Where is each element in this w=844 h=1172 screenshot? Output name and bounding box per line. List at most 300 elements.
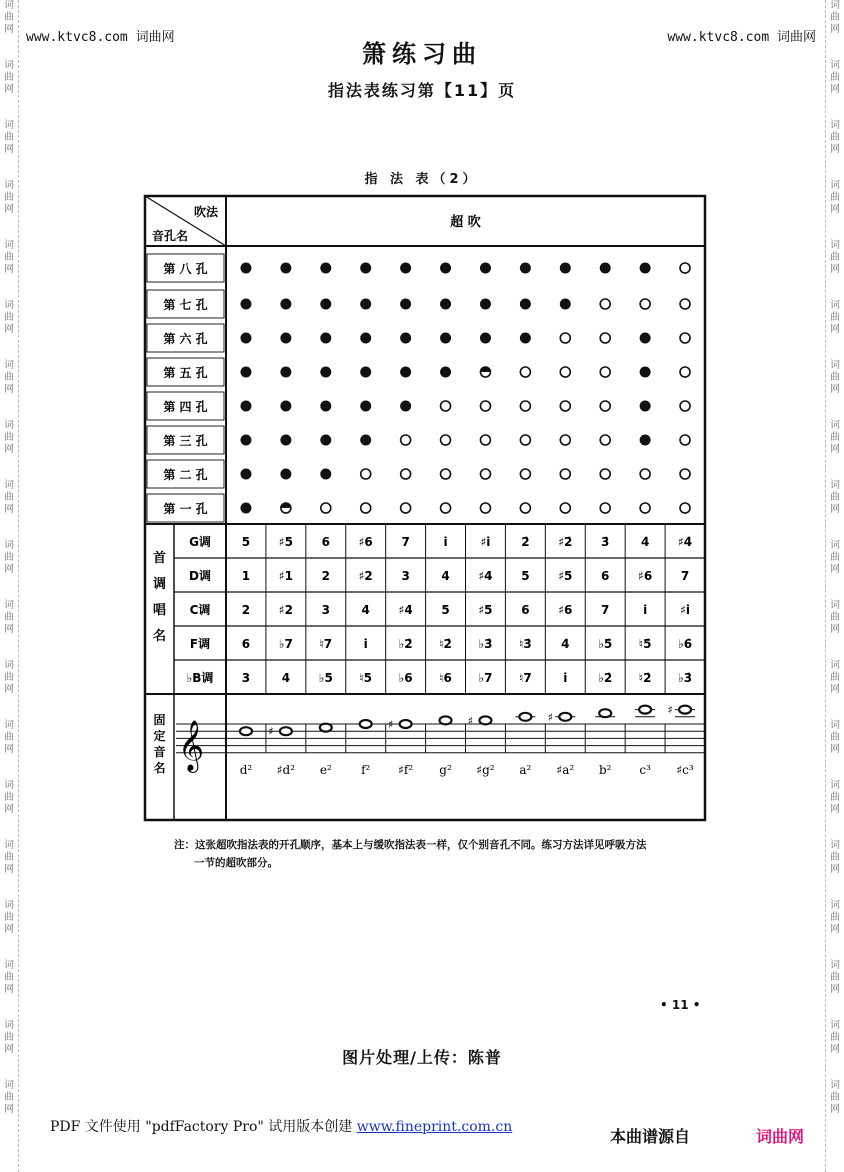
- whole-note: [519, 713, 531, 721]
- watermark-char: 曲: [830, 1092, 840, 1103]
- key-label: G调: [189, 535, 211, 549]
- open-hole-circle: [520, 367, 530, 377]
- open-hole-circle: [560, 401, 570, 411]
- hole-label: 第 四 孔: [163, 400, 208, 414]
- watermark-char: 曲: [4, 132, 14, 143]
- watermark-char: 词: [830, 960, 840, 971]
- upload-credit: 图片处理/上传：陈普: [342, 1048, 502, 1067]
- watermark-char: 曲: [4, 972, 14, 983]
- open-hole-circle: [520, 435, 530, 445]
- solfege-cell: i: [563, 671, 568, 685]
- corner-bottom-label: 音孔名: [152, 229, 189, 243]
- watermark-char: 曲: [830, 1032, 840, 1043]
- closed-hole-dot: [280, 263, 291, 274]
- open-hole-circle: [480, 435, 490, 445]
- closed-hole-dot: [320, 469, 331, 480]
- solfege-cell: ♭5: [318, 671, 333, 685]
- solfege-cell: ♮5̇: [638, 637, 652, 651]
- watermark-char: 词: [4, 540, 14, 551]
- hole-label: 第 八 孔: [163, 262, 208, 276]
- watermark-char: 曲: [4, 312, 14, 323]
- watermark-char: 曲: [830, 792, 840, 803]
- watermark-char: 词: [4, 720, 14, 731]
- open-hole-circle: [600, 401, 610, 411]
- open-hole-circle: [401, 469, 411, 479]
- watermark-char: 网: [4, 564, 14, 575]
- whole-note: [280, 727, 292, 735]
- watermark-char: 网: [4, 264, 14, 275]
- open-hole-circle: [480, 469, 490, 479]
- open-hole-circle: [680, 469, 690, 479]
- solfege-cell: 4̇: [561, 637, 570, 651]
- solfege-cell: ♯6: [358, 535, 373, 549]
- closed-hole-dot: [560, 299, 571, 310]
- closed-hole-dot: [280, 333, 291, 344]
- watermark-char: 曲: [4, 1032, 14, 1043]
- watermark-char: 曲: [830, 192, 840, 203]
- solfege-cell: 4: [361, 603, 370, 617]
- solfege-cell: 6: [521, 603, 530, 617]
- whole-note: [360, 720, 372, 728]
- hole-label: 第 二 孔: [163, 468, 208, 482]
- closed-hole-dot: [520, 263, 531, 274]
- watermark-char: 曲: [830, 132, 840, 143]
- watermark-char: 网: [830, 444, 840, 455]
- solfege-cell: i: [443, 535, 448, 549]
- solfege-cell: i: [363, 637, 368, 651]
- closed-hole-dot: [520, 333, 531, 344]
- solfege-cell: ♭2̇: [598, 671, 613, 685]
- watermark-char: 网: [830, 1104, 840, 1115]
- watermark-char: 曲: [830, 612, 840, 623]
- watermark-char: 网: [4, 204, 14, 215]
- sharp-accidental: ♯: [547, 710, 553, 724]
- open-hole-circle: [441, 435, 451, 445]
- closed-hole-dot: [360, 435, 371, 446]
- watermark-char: 曲: [830, 912, 840, 923]
- watermark-char: 曲: [830, 312, 840, 323]
- closed-hole-dot: [280, 299, 291, 310]
- closed-hole-dot: [640, 435, 651, 446]
- closed-hole-dot: [240, 333, 251, 344]
- closed-hole-dot: [280, 435, 291, 446]
- open-hole-circle: [441, 469, 451, 479]
- watermark-char: 词: [4, 1020, 14, 1031]
- key-label: F调: [189, 637, 211, 651]
- watermark-char: 曲: [4, 672, 14, 683]
- watermark-char: 网: [4, 864, 14, 875]
- watermark-char: 词: [830, 660, 840, 671]
- closed-hole-dot: [400, 401, 411, 412]
- closed-hole-dot: [280, 401, 291, 412]
- watermark-char: 曲: [4, 432, 14, 443]
- solfege-group-label-char: 调: [152, 577, 167, 592]
- solfege-cell: 3̇: [601, 535, 610, 549]
- watermark-char: 词: [4, 420, 14, 431]
- closed-hole-dot: [640, 333, 651, 344]
- watermark-char: 网: [830, 804, 840, 815]
- whole-note: [440, 716, 452, 724]
- open-hole-circle: [600, 469, 610, 479]
- watermark-char: 词: [830, 600, 840, 611]
- solfege-cell: ♮3̇: [519, 637, 532, 651]
- watermark-char: 词: [830, 120, 840, 131]
- fixed-label-char: 固: [153, 713, 166, 727]
- watermark-char: 曲: [830, 432, 840, 443]
- page-title: 箫练习曲: [362, 39, 482, 68]
- pitch-name: g²: [439, 763, 452, 777]
- watermark-char: 词: [4, 840, 14, 851]
- hole-label: 第 一 孔: [163, 502, 208, 516]
- watermark-char: 曲: [4, 192, 14, 203]
- closed-hole-dot: [360, 333, 371, 344]
- watermark-char: 词: [4, 780, 14, 791]
- footnote-line-1: 注：这张超吹指法表的开孔顺序，基本上与缓吹指法表一样，仅个别音孔不同。练习方法详见呼吸方法: [174, 839, 647, 851]
- solfege-cell: ♯2: [358, 569, 373, 583]
- watermark-char: 网: [4, 444, 14, 455]
- solfege-cell: 3: [321, 603, 330, 617]
- watermark-char: 网: [830, 564, 840, 575]
- solfege-cell: 7: [601, 603, 610, 617]
- pdf-footer-link[interactable]: www.fineprint.com.cn: [356, 1119, 513, 1135]
- watermark-char: 词: [830, 840, 840, 851]
- solfege-cell: 4̇: [640, 535, 650, 549]
- open-hole-circle: [680, 333, 690, 343]
- watermark-char: 网: [4, 504, 14, 515]
- open-hole-circle: [680, 299, 690, 309]
- watermark-char: 词: [4, 1080, 14, 1091]
- watermark-char: 曲: [830, 492, 840, 503]
- hole-label: 第 六 孔: [163, 332, 208, 346]
- pitch-name: ♯a²: [556, 763, 575, 777]
- open-hole-circle: [441, 401, 451, 411]
- solfege-cell: 2: [321, 569, 330, 583]
- open-hole-circle: [600, 503, 610, 513]
- closed-hole-dot: [400, 263, 411, 274]
- solfege-cell: ♯6: [638, 569, 653, 583]
- open-hole-circle: [560, 333, 570, 343]
- key-label: ♭B调: [186, 671, 214, 685]
- open-hole-circle: [560, 367, 570, 377]
- whole-note: [320, 724, 332, 732]
- watermark-char: 词: [4, 600, 14, 611]
- watermark-char: 网: [4, 324, 14, 335]
- pitch-name: ♯c³: [676, 763, 694, 777]
- solfege-group-label-char: 名: [152, 629, 167, 644]
- whole-note: [679, 706, 691, 714]
- watermark-char: 曲: [4, 912, 14, 923]
- solfege-cell: 7: [401, 535, 410, 549]
- watermark-char: 词: [4, 660, 14, 671]
- solfege-cell: i: [643, 603, 648, 617]
- watermark-char: 网: [4, 684, 14, 695]
- solfege-cell: ♯4: [398, 603, 413, 617]
- solfege-cell: ♯1: [278, 569, 293, 583]
- closed-hole-dot: [480, 333, 491, 344]
- closed-hole-dot: [440, 263, 451, 274]
- open-hole-circle: [441, 503, 451, 513]
- watermark-char: 曲: [830, 972, 840, 983]
- key-label: D调: [189, 569, 211, 583]
- open-hole-circle: [680, 435, 690, 445]
- closed-hole-dot: [320, 299, 331, 310]
- solfege-cell: ♮7: [519, 671, 532, 685]
- treble-clef-icon: 𝄞: [178, 720, 205, 771]
- open-hole-circle: [680, 503, 690, 513]
- solfege-cell: 1: [241, 569, 251, 583]
- solfege-cell: ♮2̇: [439, 637, 452, 651]
- open-hole-circle: [480, 503, 490, 513]
- watermark-char: 网: [4, 924, 14, 935]
- hole-label: 第 五 孔: [163, 366, 208, 380]
- solfege-cell: 5: [521, 569, 530, 583]
- closed-hole-dot: [400, 367, 411, 378]
- table-frame: [145, 196, 705, 820]
- whole-note: [240, 727, 252, 735]
- solfege-cell: 4: [281, 671, 291, 685]
- closed-hole-dot: [400, 299, 411, 310]
- open-hole-circle: [401, 503, 411, 513]
- table-title: 指 法 表（2）: [364, 172, 480, 187]
- watermark-char: 词: [830, 480, 840, 491]
- open-hole-circle: [560, 503, 570, 513]
- watermark-char: 曲: [830, 372, 840, 383]
- watermark-char: 词: [830, 240, 840, 251]
- watermark-char: 词: [830, 180, 840, 191]
- open-hole-circle: [600, 333, 610, 343]
- open-hole-circle: [640, 299, 650, 309]
- watermark-char: 词: [830, 1020, 840, 1031]
- closed-hole-dot: [400, 333, 411, 344]
- open-hole-circle: [520, 503, 530, 513]
- whole-note: [639, 706, 651, 714]
- watermark-char: 词: [830, 360, 840, 371]
- watermark-char: 曲: [830, 852, 840, 863]
- watermark-char: 网: [4, 384, 14, 395]
- closed-hole-dot: [360, 401, 371, 412]
- solfege-cell: ♯5: [558, 569, 573, 583]
- open-hole-circle: [600, 435, 610, 445]
- pitch-name: d²: [239, 763, 253, 777]
- closed-hole-dot: [320, 263, 331, 274]
- watermark-char: 网: [830, 144, 840, 155]
- solfege-cell: ♯4: [478, 569, 493, 583]
- closed-hole-dot: [320, 367, 331, 378]
- closed-hole-dot: [360, 367, 371, 378]
- solfege-cell: ♭5̇: [598, 637, 613, 651]
- watermark-char: 词: [4, 900, 14, 911]
- closed-hole-dot: [280, 367, 291, 378]
- watermark-char: 词: [830, 420, 840, 431]
- watermark-char: 曲: [4, 1092, 14, 1103]
- watermark-char: 词: [830, 1080, 840, 1091]
- watermark-char: 网: [830, 384, 840, 395]
- watermark-char: 词: [830, 720, 840, 731]
- watermark-char: 网: [830, 1044, 840, 1055]
- footnote-line-2: 一节的超吹部分。: [194, 857, 278, 869]
- watermark-char: 曲: [4, 732, 14, 743]
- watermark-char: 词: [4, 300, 14, 311]
- solfege-cell: ♯5: [278, 535, 293, 549]
- key-label: C调: [189, 603, 211, 617]
- page-number: • 11 •: [660, 998, 701, 1012]
- closed-hole-dot: [640, 401, 651, 412]
- watermark-char: 网: [830, 624, 840, 635]
- solfege-cell: 6: [601, 569, 610, 583]
- pitch-name: c³: [639, 763, 651, 777]
- closed-hole-dot: [640, 263, 651, 274]
- solfege-cell: 3: [401, 569, 410, 583]
- watermark-char: 网: [4, 624, 14, 635]
- watermark-char: 词: [4, 0, 14, 11]
- pitch-name: f²: [361, 763, 371, 777]
- watermark-char: 网: [830, 84, 840, 95]
- watermark-char: 网: [830, 984, 840, 995]
- solfege-cell: 6: [321, 535, 330, 549]
- closed-hole-dot: [600, 263, 611, 274]
- watermark-char: 网: [830, 264, 840, 275]
- closed-hole-dot: [320, 401, 331, 412]
- solfege-cell: ♮7: [319, 637, 333, 651]
- whole-note: [599, 709, 611, 717]
- pitch-name: ♯g²: [476, 763, 495, 777]
- solfege-cell: ♭7: [478, 671, 493, 685]
- watermark-char: 词: [4, 480, 14, 491]
- whole-note: [400, 720, 412, 728]
- solfege-cell: ♯i: [680, 603, 691, 617]
- open-hole-circle: [680, 263, 690, 273]
- open-hole-circle: [600, 367, 610, 377]
- watermark-char: 网: [830, 504, 840, 515]
- solfege-cell: ♮6: [439, 671, 452, 685]
- closed-hole-dot: [480, 299, 491, 310]
- header-watermark-right: www.ktvc8.com 词曲网: [667, 30, 816, 45]
- solfege-cell: ♮5: [359, 671, 373, 685]
- source-label: 本曲谱源自: [610, 1127, 691, 1146]
- open-hole-circle: [520, 401, 530, 411]
- watermark-char: 词: [4, 120, 14, 131]
- open-hole-circle: [560, 469, 570, 479]
- watermark-char: 曲: [830, 552, 840, 563]
- closed-hole-dot: [240, 299, 251, 310]
- solfege-cell: ♭2̇: [398, 637, 413, 651]
- watermark-char: 曲: [4, 612, 14, 623]
- closed-hole-dot: [560, 263, 571, 274]
- open-hole-circle: [361, 503, 371, 513]
- sharp-accidental: ♯: [467, 714, 474, 728]
- header-blow-label: 超 吹: [450, 215, 481, 230]
- sharp-accidental: ♯: [268, 725, 274, 739]
- open-hole-circle: [480, 401, 490, 411]
- solfege-cell: 2: [241, 603, 251, 617]
- solfege-cell: ♮2̇: [638, 671, 652, 685]
- watermark-char: 曲: [4, 12, 14, 23]
- open-hole-circle: [680, 401, 690, 411]
- pdf-footer-text: PDF 文件使用 "pdfFactory Pro" 试用版本创建: [50, 1119, 357, 1135]
- open-hole-circle: [401, 435, 411, 445]
- closed-hole-dot: [320, 333, 331, 344]
- watermark-char: 词: [830, 60, 840, 71]
- watermark-char: 网: [830, 864, 840, 875]
- watermark-char: 曲: [830, 72, 840, 83]
- watermark-char: 词: [4, 240, 14, 251]
- watermark-char: 网: [4, 984, 14, 995]
- solfege-cell: ♭3̇: [678, 671, 693, 685]
- closed-hole-dot: [440, 299, 451, 310]
- hole-label: 第 三 孔: [163, 434, 208, 448]
- whole-note: [559, 713, 571, 721]
- watermark-char: 曲: [4, 372, 14, 383]
- watermark-char: 曲: [4, 492, 14, 503]
- watermark-char: 词: [4, 60, 14, 71]
- watermark-char: 曲: [830, 252, 840, 263]
- watermark-char: 曲: [4, 252, 14, 263]
- watermark-char: 网: [4, 24, 14, 35]
- pdf-footer: [50, 1116, 512, 1136]
- pitch-name: ♯d²: [276, 763, 296, 777]
- solfege-cell: ♯4̇: [677, 535, 693, 549]
- solfege-cell: 4: [441, 569, 450, 583]
- watermark-char: 网: [830, 744, 840, 755]
- solfege-cell: ♭3̇: [478, 637, 493, 651]
- watermark-char: 词: [830, 300, 840, 311]
- watermark-char: 曲: [4, 852, 14, 863]
- solfege-cell: ♯2̇: [558, 535, 573, 549]
- solfege-cell: 5: [441, 603, 450, 617]
- solfege-group-label-char: 首: [152, 551, 167, 566]
- closed-hole-dot: [240, 263, 251, 274]
- watermark-char: 曲: [830, 12, 840, 23]
- solfege-cell: 6: [241, 637, 251, 651]
- closed-hole-dot: [320, 435, 331, 446]
- closed-hole-dot: [520, 299, 531, 310]
- source-site: 词曲网: [756, 1127, 805, 1146]
- watermark-char: 词: [830, 0, 840, 11]
- watermark-char: 网: [4, 144, 14, 155]
- closed-hole-dot: [360, 299, 371, 310]
- solfege-cell: ♭6: [398, 671, 413, 685]
- solfege-cell: 7: [680, 569, 690, 583]
- closed-hole-dot: [360, 263, 371, 274]
- closed-hole-dot: [240, 503, 251, 514]
- watermark-char: 网: [4, 1104, 14, 1115]
- watermark-char: 网: [4, 804, 14, 815]
- closed-hole-dot: [440, 367, 451, 378]
- watermark-char: 曲: [4, 792, 14, 803]
- sharp-accidental: ♯: [387, 718, 394, 731]
- watermark-char: 网: [830, 324, 840, 335]
- closed-hole-dot: [240, 367, 251, 378]
- watermark-char: 词: [830, 780, 840, 791]
- watermark-char: 网: [4, 1044, 14, 1055]
- watermark-char: 网: [830, 924, 840, 935]
- watermark-char: 词: [830, 900, 840, 911]
- closed-hole-dot: [640, 367, 651, 378]
- closed-hole-dot: [440, 333, 451, 344]
- closed-hole-dot: [240, 435, 251, 446]
- fixed-label-char: 音: [153, 745, 166, 759]
- corner-top-label: 吹法: [193, 205, 218, 219]
- watermark-char: 曲: [4, 72, 14, 83]
- open-hole-circle: [520, 469, 530, 479]
- header-watermark-left: www.ktvc8.com 词曲网: [26, 30, 175, 45]
- watermark-char: 词: [4, 360, 14, 371]
- solfege-cell: ♭6̇: [678, 637, 693, 651]
- watermark-char: 曲: [830, 732, 840, 743]
- open-hole-circle: [361, 469, 371, 479]
- open-hole-circle: [321, 503, 331, 513]
- pitch-name: b²: [598, 763, 612, 777]
